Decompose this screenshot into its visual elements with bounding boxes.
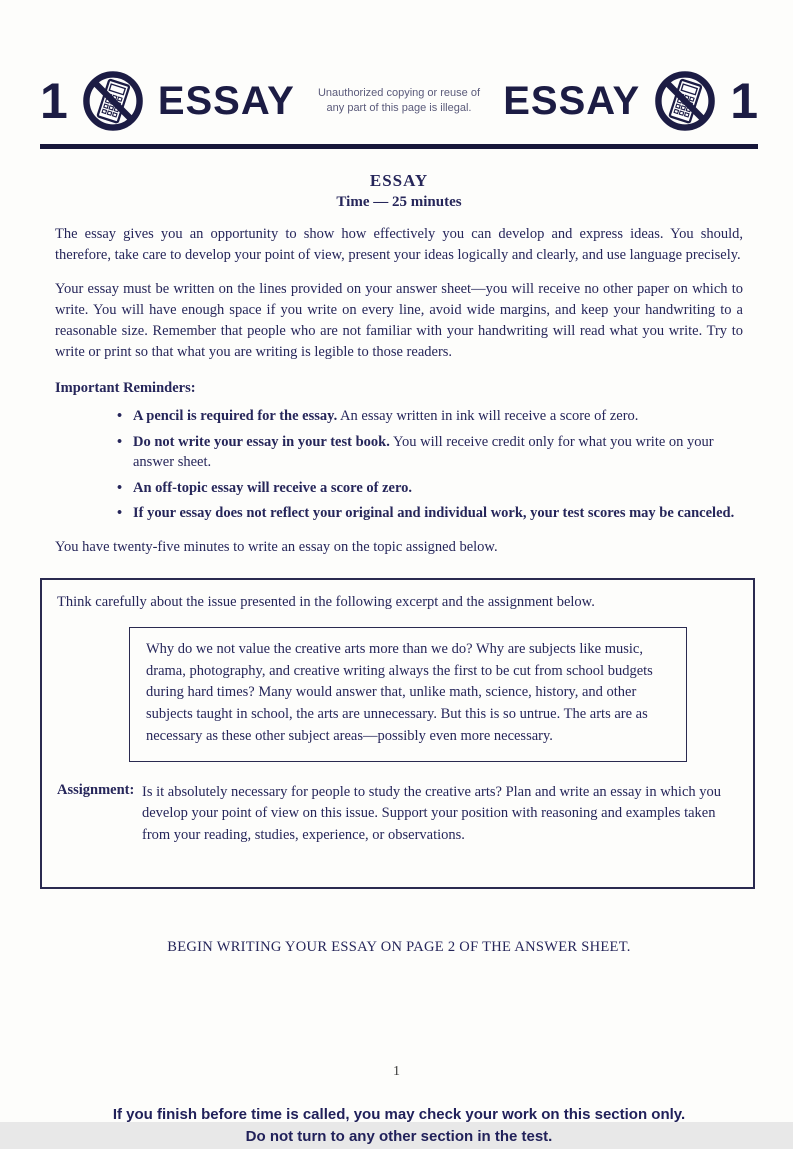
- think-instruction: Think carefully about the issue presented in the following excerpt and the assignment below.: [57, 593, 595, 610]
- copyright-notice: [295, 86, 504, 116]
- title-block: [55, 171, 743, 211]
- copyright-notice-line2: any part of this page is illegal.: [326, 102, 472, 114]
- assignment-row: [57, 782, 739, 847]
- reminder-rest-text: You will receive credit only for what you write on your answer sheet.: [133, 433, 714, 471]
- reminder-bold-text: If your essay does not reflect your original and individual work, your test scores may be canceled.: [133, 505, 735, 522]
- section-number-left: 1: [40, 73, 68, 129]
- no-calculator-icon: [652, 68, 718, 134]
- begin-instruction: BEGIN WRITING YOUR ESSAY ON PAGE 2 OF THE ANSWER SHEET.: [167, 938, 631, 955]
- reminder-bold-text: Do not write your essay in your test book.: [133, 433, 390, 450]
- page-number: 1: [393, 1064, 400, 1079]
- section-label-left: ESSAY: [157, 79, 295, 123]
- time-limit: Time — 25 minutes: [336, 194, 462, 210]
- reminder-bold-text: An off-topic essay will receive a score of zero.: [133, 479, 413, 496]
- intro-paragraph-1: The essay gives you an opportunity to show how effectively you can develop and express ideas. You should, therefore, take care to develop your point of view, present your ideas logically and clearly, and use language precisely.: [55, 226, 743, 264]
- intro-paragraph-2: Your essay must be written on the lines provided on your answer sheet—you will receive no other paper on which to write. You will have enough space if you write on every line, avoid wide margins, and keep your handwriting to a reasonable size. Remember that people who are not familiar with your handwriting will read what you write. Try to write or print so that what you are writing is legible to those readers.: [55, 281, 743, 361]
- reminder-item: [117, 503, 743, 524]
- page-header: [40, 0, 758, 140]
- footer-warning: [55, 1104, 743, 1149]
- copyright-notice-line1: Unauthorized copying or reuse of: [317, 87, 481, 100]
- reminder-item: [117, 478, 743, 499]
- reminder-bold-text: A pencil is required for the essay.: [133, 408, 338, 425]
- assignment-text: Is it absolutely necessary for people to study the creative arts? Plan and write an essay in which you develop your point of view on this issue. Support your position with reasoning and examples taken from your reading, studies, experience, or observations.: [142, 783, 722, 844]
- reminders-list: [55, 406, 743, 524]
- footer-warning-line1: If you finish before time is called, you may check your work on this section only.: [112, 1105, 686, 1123]
- time-note: You have twenty-five minutes to write an essay on the topic assigned below.: [55, 538, 498, 555]
- section-label-right: ESSAY: [503, 79, 641, 123]
- assignment-label: Assignment:: [57, 781, 135, 798]
- header-rule: [40, 144, 758, 149]
- prompt-box: [40, 578, 755, 889]
- reminder-item: [117, 432, 743, 473]
- reminders-heading: Important Reminders:: [55, 380, 196, 397]
- excerpt-text: Why do we not value the creative arts more than we do? Why are subjects like music, drama, photography, and creative writing always the first to be cut from school budgets during hard times? Many would answer that, unlike math, science, history, and other subjects taught in school, the arts are unnecessary. But this is so untrue. The arts are as necessary as these other subject areas—possibly even more necessary.: [146, 640, 653, 744]
- essay-title: ESSAY: [369, 171, 429, 190]
- section-number-right: 1: [730, 73, 758, 129]
- excerpt-box: [129, 627, 687, 762]
- reminder-rest-text: An essay written in ink will receive a score of zero.: [337, 408, 639, 425]
- no-calculator-icon: [80, 68, 146, 134]
- footer-warning-line2: Do not turn to any other section in the test.: [245, 1128, 553, 1146]
- reminder-item: [117, 406, 743, 427]
